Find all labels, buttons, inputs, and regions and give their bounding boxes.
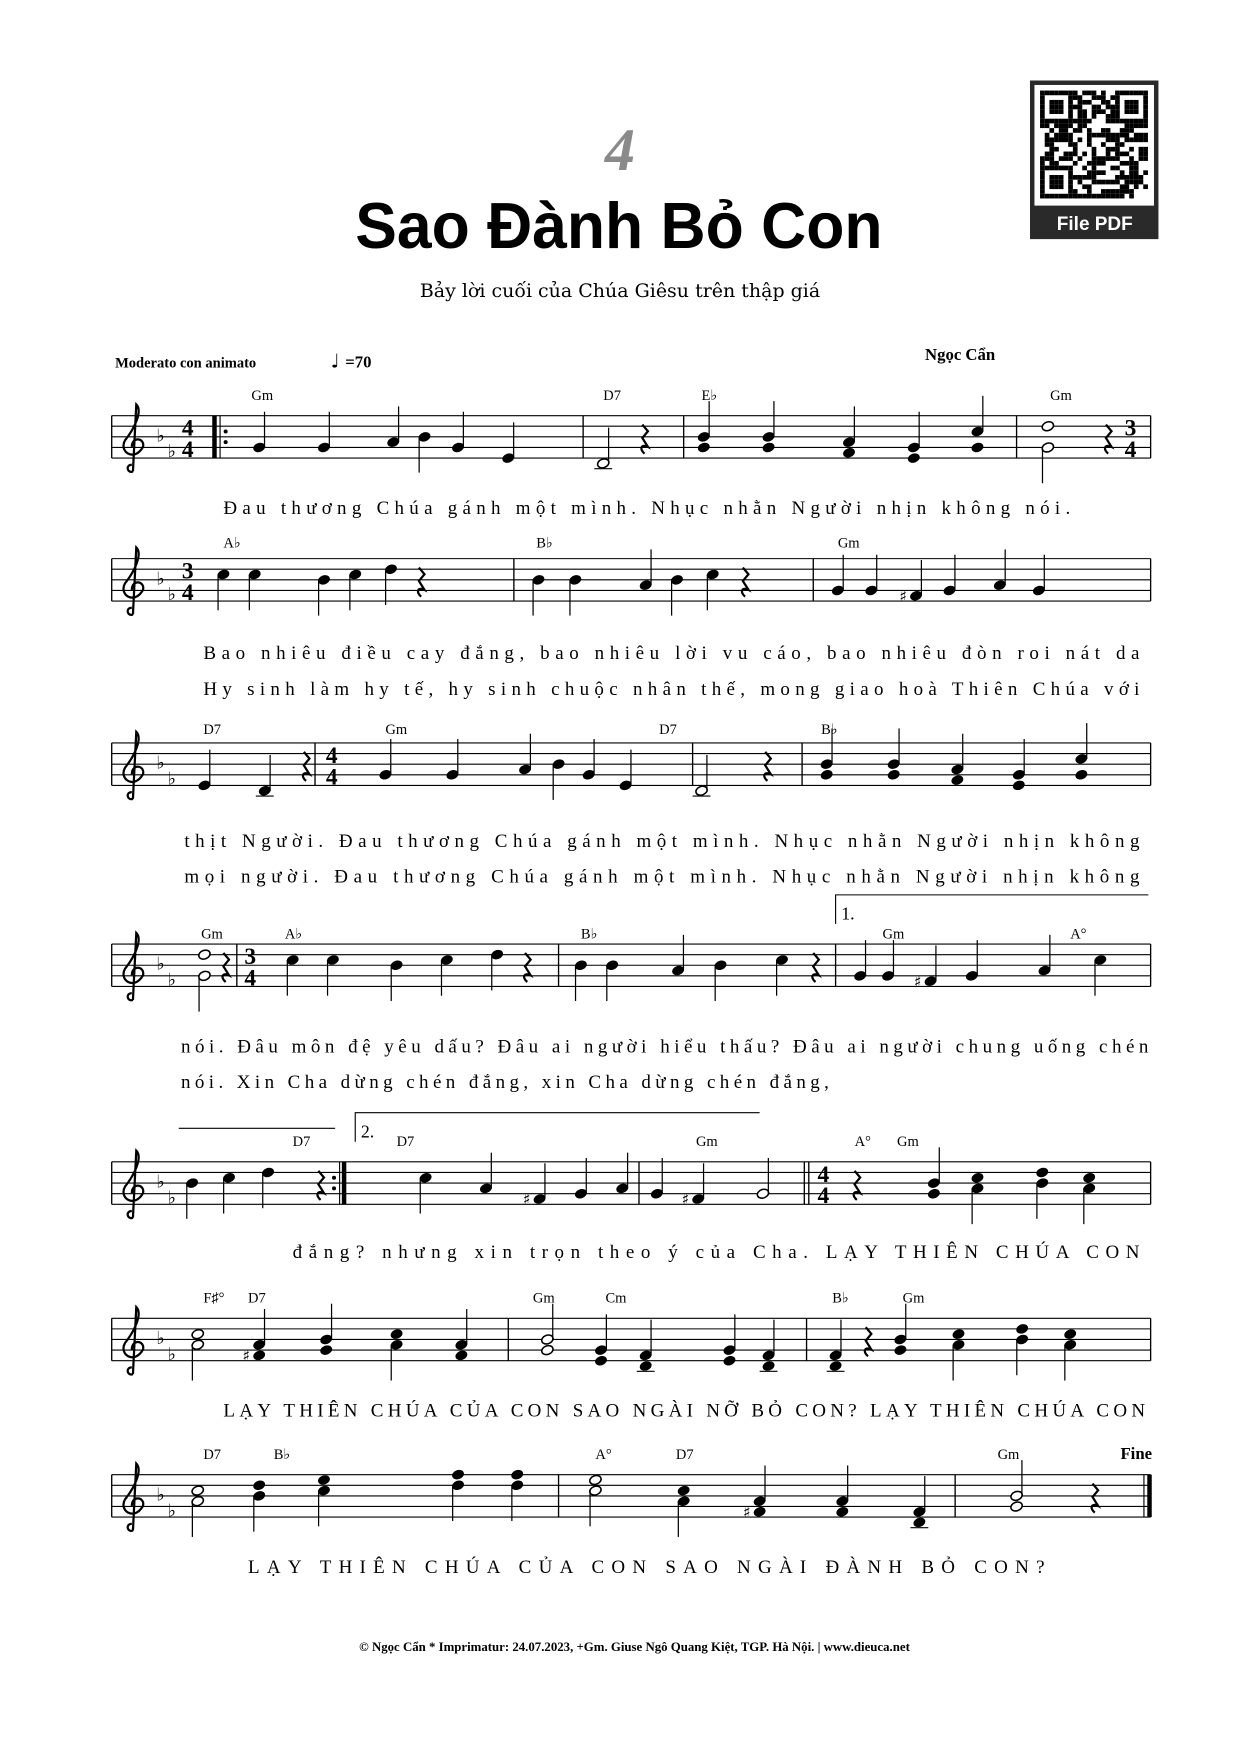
- chord-symbol: D7: [248, 1290, 266, 1307]
- note: [681, 1163, 705, 1208]
- flat-icon: ♭: [156, 568, 165, 590]
- note: [639, 549, 653, 591]
- chord-symbol: D7: [603, 387, 621, 404]
- note: [1010, 1460, 1024, 1512]
- rest-icon: [222, 953, 229, 982]
- sharp-icon: ♯: [742, 1502, 751, 1522]
- sharp-icon: ♯: [681, 1189, 690, 1209]
- lyrics-line: LẠY THIÊN CHÚA CỦA CON SAO NGÀI NỠ BỎ CON? LẠY THIÊN CHÚA CON: [223, 1400, 1146, 1422]
- sharp-icon: ♯: [899, 586, 907, 606]
- note: [252, 1479, 266, 1531]
- treble-clef-icon: [123, 1463, 143, 1530]
- time-signature-digit: 3: [1124, 415, 1137, 442]
- composer: Ngọc Cẩn: [924, 344, 996, 364]
- treble-clef-icon: [123, 1151, 143, 1218]
- note: [582, 739, 596, 781]
- qr-label: File PDF: [1056, 214, 1133, 236]
- note: [386, 406, 400, 448]
- chord-symbol: Gm: [251, 387, 274, 404]
- time-signature-digit: 4: [325, 743, 338, 770]
- chord-symbol: Gm: [837, 535, 860, 552]
- rest-icon: [317, 1171, 324, 1200]
- note: [697, 401, 711, 453]
- note: [451, 412, 465, 454]
- rest-icon: [418, 568, 425, 597]
- note: [615, 1153, 629, 1195]
- treble-clef-icon: [123, 732, 143, 799]
- chord-symbol: Gm: [897, 1134, 919, 1151]
- note: [574, 1158, 588, 1200]
- note: [198, 949, 212, 1012]
- tempo-marking: Moderato con animato: [115, 355, 257, 372]
- flat-icon: ♭: [167, 1187, 177, 1209]
- flat-icon: ♭: [156, 1327, 165, 1349]
- rest-icon: [1092, 1484, 1099, 1513]
- note: [971, 396, 985, 454]
- note: [952, 1328, 966, 1380]
- flat-icon: ♭: [167, 441, 177, 463]
- flat-icon: ♭: [156, 1171, 165, 1193]
- note: [523, 1163, 547, 1208]
- note: [927, 1147, 941, 1199]
- note: [518, 734, 532, 776]
- note: [1093, 954, 1107, 996]
- note: [261, 1167, 275, 1209]
- note: [1082, 1172, 1096, 1224]
- chord-symbol: A♭: [284, 926, 303, 943]
- chord-symbol: A♭: [223, 535, 241, 552]
- time-signature-digit: 3: [181, 558, 194, 585]
- chord-symbol: B♭: [273, 1447, 291, 1464]
- rest-icon: [854, 1171, 861, 1200]
- chord-symbol: B♭: [821, 722, 838, 739]
- staff-system: [112, 895, 1151, 1093]
- flat-icon: ♭: [167, 584, 177, 606]
- note: [454, 1309, 468, 1361]
- subtitle: Bảy lời cuối của Chúa Giêsu trên thập giá: [419, 280, 821, 303]
- note: [1041, 420, 1055, 483]
- note: [1063, 1328, 1077, 1380]
- note: [670, 574, 684, 616]
- note: [650, 1158, 664, 1200]
- flat-icon: ♭: [156, 1484, 165, 1506]
- staff-system: [112, 535, 1151, 699]
- volta-label: 2.: [360, 1121, 375, 1142]
- fine-marking: Fine: [1120, 1444, 1153, 1464]
- note: [971, 1172, 985, 1224]
- note: [594, 1314, 608, 1366]
- tempo-value: =70: [345, 352, 372, 372]
- staff-system: [112, 1113, 1151, 1263]
- note: [677, 1485, 691, 1537]
- staff-system: [112, 388, 1151, 519]
- note: [248, 569, 262, 611]
- rest-icon: [742, 568, 749, 597]
- note: [893, 1304, 907, 1356]
- chord-symbol: Gm: [902, 1290, 925, 1307]
- note: [899, 560, 923, 605]
- staff-system: [112, 722, 1151, 888]
- treble-clef-icon: [123, 1307, 143, 1374]
- chord-symbol: D7: [396, 1134, 415, 1151]
- chord-symbol: B♭: [832, 1290, 849, 1307]
- note: [198, 750, 212, 792]
- note: [1012, 739, 1026, 791]
- sharp-icon: ♯: [522, 1189, 531, 1209]
- note: [326, 954, 340, 996]
- time-signature-digit: 4: [1124, 436, 1137, 463]
- note: [864, 555, 878, 597]
- note: [693, 755, 711, 797]
- lyrics-line: Đau thương Chúa gánh một mình. Nhục nhằn Người nhịn không nói.: [223, 497, 1071, 519]
- note: [418, 431, 432, 473]
- chord-symbol: Gm: [201, 926, 223, 943]
- repeat-start: [212, 416, 216, 458]
- treble-clef-icon: [123, 404, 143, 471]
- treble-clef-icon: [123, 547, 143, 614]
- note: [191, 1328, 205, 1380]
- note: [191, 1485, 205, 1537]
- note: [605, 959, 619, 1001]
- chord-symbol: D7: [292, 1134, 311, 1151]
- note: [827, 1320, 845, 1372]
- note: [910, 1476, 928, 1528]
- note: [317, 412, 331, 454]
- note: [637, 1320, 655, 1372]
- time-signature-digit: 3: [244, 944, 257, 971]
- note: [835, 1465, 849, 1517]
- note: [1038, 935, 1052, 977]
- chord-symbol: A°: [595, 1447, 612, 1464]
- note: [348, 569, 362, 611]
- time-signature-digit: 4: [181, 579, 194, 606]
- lyrics-line: Hy sinh làm hy tế, hy sinh chuộc nhân thế, mong giao hoà Thiên Chúa với: [203, 678, 1140, 700]
- chord-symbol: D7: [659, 722, 677, 739]
- note: [479, 1153, 493, 1195]
- chord-symbol: Gm: [695, 1134, 718, 1151]
- chord-symbol: D7: [203, 722, 222, 739]
- note: [574, 959, 588, 1001]
- note: [490, 949, 504, 991]
- note: [540, 1304, 554, 1356]
- qr-code-link[interactable]: [1030, 80, 1158, 239]
- rest-icon: [1105, 425, 1112, 454]
- note: [222, 1172, 236, 1214]
- time-signature-digit: 4: [244, 965, 257, 992]
- final-barline: [1147, 1475, 1151, 1517]
- repeat-end: [342, 1162, 346, 1204]
- chord-symbol: D7: [203, 1447, 222, 1464]
- note: [317, 574, 331, 616]
- note: [319, 1304, 333, 1356]
- page-title: Sao Đành Bỏ Con: [355, 189, 883, 263]
- time-signature-digit: 4: [817, 1183, 830, 1210]
- note: [252, 412, 266, 454]
- note: [881, 940, 895, 982]
- flat-icon: ♭: [156, 953, 165, 975]
- note: [723, 1314, 737, 1366]
- song-number: 4: [604, 116, 636, 184]
- note: [286, 954, 300, 996]
- note: [914, 945, 938, 990]
- sharp-icon: ♯: [913, 971, 922, 991]
- lyrics-line: nói. Đâu môn đệ yêu dấu? Đâu ai người hiểu thấu? Đâu ai người chung uống chén: [180, 1036, 1149, 1058]
- note: [842, 406, 856, 458]
- lyrics-line: Bao nhiêu điều cay đắng, bao nhiêu lời vu cáo, bao nhiêu đòn roi nát da: [203, 643, 1140, 665]
- time-signature-digit: 4: [181, 415, 194, 442]
- note: [965, 940, 979, 982]
- staff-system: [112, 1291, 1151, 1422]
- volta-bracket: [836, 895, 1149, 924]
- sharp-icon: ♯: [242, 1345, 250, 1365]
- flat-icon: ♭: [156, 425, 165, 447]
- rest-icon: [865, 1327, 872, 1356]
- chord-symbol: F♯°: [203, 1290, 225, 1307]
- chord-symbol: Gm: [385, 722, 408, 739]
- rest-icon: [303, 752, 310, 781]
- rest-icon: [524, 953, 531, 982]
- volta-label: 1.: [841, 903, 855, 924]
- note: [446, 739, 460, 781]
- note: [1032, 555, 1046, 597]
- note: [217, 569, 231, 611]
- lyrics-line: mọi người. Đau thương Chúa gánh một mình. Nhục nhằn Người nhịn không: [184, 866, 1140, 888]
- note: [743, 1465, 767, 1521]
- note: [317, 1474, 331, 1526]
- chord-symbol: Gm: [997, 1447, 1020, 1464]
- note: [853, 940, 867, 982]
- note: [451, 1469, 465, 1521]
- note: [775, 954, 789, 996]
- chord-symbol: A°: [854, 1134, 871, 1151]
- note: [419, 1172, 433, 1214]
- chord-symbol: B♭: [580, 926, 598, 943]
- note: [714, 959, 728, 1001]
- chord-symbol: Gm: [532, 1290, 555, 1307]
- staff-system: [112, 1444, 1152, 1578]
- note: [185, 1177, 199, 1219]
- lyrics-line: đắng? nhưng xin trọn theo ý của Cha. LẠY THIÊN CHÚA CON: [292, 1241, 1140, 1263]
- note: [907, 412, 921, 464]
- chord-symbol: Gm: [1050, 387, 1072, 404]
- note: [568, 574, 582, 616]
- chord-symbol: Cm: [605, 1290, 627, 1307]
- note: [532, 574, 546, 616]
- note: [950, 734, 964, 786]
- lyrics-line: thịt Người. Đau thương Chúa gánh một mình. Nhục nhằn Người nhịn không: [184, 830, 1140, 852]
- note: [589, 1474, 603, 1526]
- note: [1015, 1323, 1029, 1375]
- lyrics-line: LẠY THIÊN CHÚA CỦA CON SAO NGÀI ĐÀNH BỎ CON?: [248, 1556, 1045, 1578]
- flat-icon: ♭: [167, 969, 177, 991]
- note: [510, 1469, 524, 1521]
- note: [256, 755, 274, 797]
- footer-copyright: © Ngọc Cẩn * Imprimatur: 24.07.2023, +Gm. Giuse Ngô Quang Kiệt, TGP. Hà Nội. | www.dieuca.net: [359, 1640, 910, 1655]
- note: [1074, 723, 1088, 781]
- note: [762, 401, 776, 453]
- chord-symbol: A°: [1070, 926, 1087, 943]
- quarter-note-icon: ♩: [330, 350, 340, 373]
- note: [384, 563, 398, 605]
- lyrics-line: nói. Xin Cha dừng chén đắng, xin Cha dừng chén đắng,: [180, 1072, 829, 1094]
- time-signature-digit: 4: [325, 764, 338, 791]
- note: [887, 728, 901, 780]
- note: [378, 739, 392, 781]
- rest-icon: [812, 953, 819, 982]
- flat-icon: ♭: [167, 1343, 177, 1365]
- note: [1035, 1167, 1049, 1219]
- time-signature-digit: 4: [817, 1161, 830, 1188]
- note: [552, 758, 566, 800]
- rest-icon: [641, 425, 648, 454]
- rest-icon: [764, 752, 771, 781]
- note: [756, 1158, 770, 1200]
- note: [619, 750, 633, 792]
- flat-icon: ♭: [167, 1500, 177, 1522]
- time-signature-digit: 4: [181, 436, 194, 463]
- treble-clef-icon: [123, 933, 143, 1000]
- note: [706, 569, 720, 611]
- note: [390, 959, 404, 1001]
- chord-symbol: E♭: [701, 387, 718, 404]
- note: [831, 555, 845, 597]
- note: [943, 555, 957, 597]
- note: [390, 1328, 404, 1380]
- note: [993, 549, 1007, 591]
- note: [440, 954, 454, 996]
- chord-symbol: D7: [675, 1447, 694, 1464]
- note: [594, 428, 612, 470]
- note: [242, 1309, 266, 1365]
- flat-icon: ♭: [167, 768, 177, 790]
- note: [671, 935, 685, 977]
- chord-symbol: B♭: [536, 535, 553, 552]
- chord-symbol: Gm: [882, 926, 905, 943]
- note: [501, 422, 515, 464]
- note: [760, 1320, 778, 1372]
- flat-icon: ♭: [156, 752, 165, 774]
